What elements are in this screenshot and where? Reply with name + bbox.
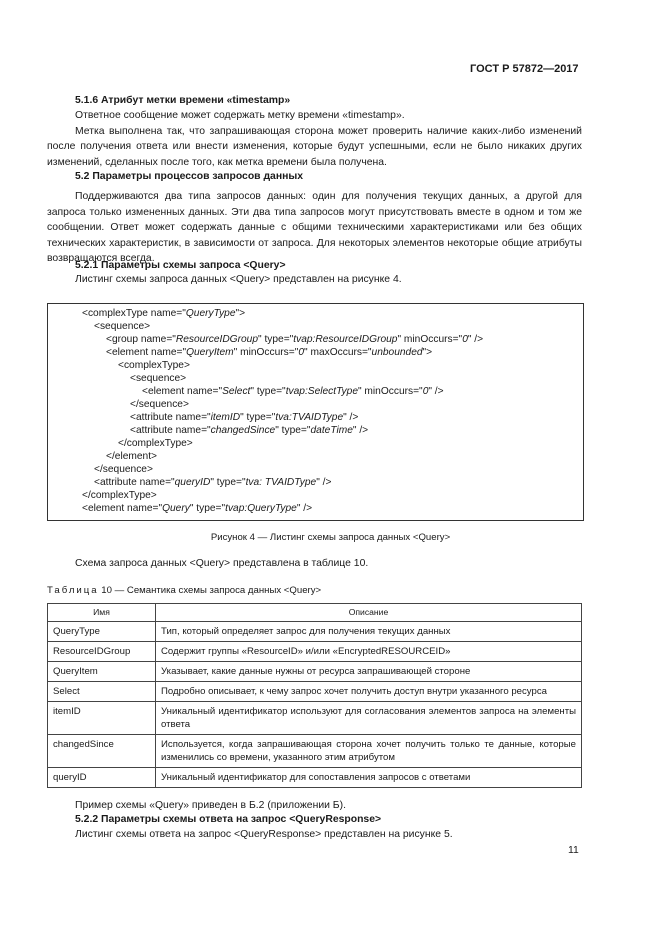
column-header-description: Описание bbox=[156, 604, 582, 622]
table-intro-text: Схема запроса данных <Query> представлена в таблице 10. bbox=[75, 558, 369, 569]
table-row bbox=[48, 768, 582, 788]
code-line: </element> bbox=[106, 451, 157, 462]
code-line: <attribute name="queryID" type="tva: TVAIDType" /> bbox=[94, 477, 332, 488]
code-line: <sequence> bbox=[94, 321, 151, 332]
section-5-2-2-text: Листинг схемы ответа на запрос <QueryResponse> представлен на рисунке 5. bbox=[75, 829, 453, 840]
cell-name: itemID bbox=[48, 702, 156, 735]
cell-description: Уникальный идентификатор используют для согласования элементов запроса на элементы ответа bbox=[156, 702, 582, 735]
section-5-2-1-heading: 5.2.1 Параметры схемы запроса <Query> bbox=[75, 260, 286, 271]
table-row bbox=[48, 682, 582, 702]
section-5-1-6-text bbox=[47, 108, 582, 170]
code-line: </sequence> bbox=[130, 399, 189, 410]
cell-description: Используется, когда запрашивающая сторона хочет получить только те данные, которые изменились со времени, указанного этим атрибутом bbox=[156, 735, 582, 768]
figure-caption: Рисунок 4 — Листинг схемы запроса данных <Query> bbox=[210, 532, 451, 543]
code-line: <sequence> bbox=[130, 373, 187, 384]
code-line: <attribute name="changedSince" type="dateTime" /> bbox=[130, 425, 369, 436]
cell-name: QueryType bbox=[48, 622, 156, 642]
table-header-row bbox=[48, 604, 582, 622]
page-header-standard: ГОСТ Р 57872—2017 bbox=[470, 63, 579, 75]
code-line: </complexType> bbox=[82, 490, 157, 501]
code-line: <element name="Query" type="tvap:QueryType" /> bbox=[82, 503, 313, 514]
column-header-name: Имя bbox=[48, 604, 156, 622]
code-line: <element name="QueryItem" minOccurs="0" maxOccurs="unbounded"> bbox=[106, 347, 433, 358]
section-5-2-1-text: Листинг схемы запроса данных <Query> представлен на рисунке 4. bbox=[75, 274, 402, 285]
table-row bbox=[48, 735, 582, 768]
code-listing-box bbox=[47, 303, 584, 521]
section-5-1-6-heading: 5.1.6 Атрибут метки времени «timestamp» bbox=[75, 95, 291, 106]
code-line: <element name="Select" type="tvap:SelectType" minOccurs="0" /> bbox=[142, 386, 444, 397]
semantics-table bbox=[47, 603, 582, 788]
code-line: <complexType name="QueryType"> bbox=[82, 308, 246, 319]
code-line: <complexType> bbox=[118, 360, 190, 371]
paragraph: Поддерживаются два типа запросов данных: один для получения текущих данных, а другой для запроса только измененных данных. Эти два типа запросов могут присутствовать вместе в одном и том же сообщении. Ответ может содержать данные с общими техническими характеристиками или без общих технических характеристик, в зависимости от запроса. Для некоторых элементов некоторые общие атрибуты возвращаются всегда. bbox=[47, 191, 582, 265]
section-5-2-heading: 5.2 Параметры процессов запросов данных bbox=[75, 171, 304, 182]
table-row bbox=[48, 702, 582, 735]
paragraph: Метка выполнена так, что запрашивающая сторона может проверить наличие каких-либо изменений после получения ответа или внести изменения, которые будут успешными, если не было никаких других изменений, сделанных после того, как метка времени была получена. bbox=[47, 125, 582, 168]
paragraph: Ответное сообщение может содержать метку времени «timestamp». bbox=[75, 110, 405, 121]
cell-name: ResourceIDGroup bbox=[48, 642, 156, 662]
code-line: <attribute name="itemID" type="tva:TVAIDType" /> bbox=[130, 412, 359, 423]
cell-name: queryID bbox=[48, 768, 156, 788]
example-reference-text: Пример схемы «Query» приведен в Б.2 (приложении Б). bbox=[75, 800, 346, 811]
cell-name: QueryItem bbox=[48, 662, 156, 682]
page-number: 11 bbox=[568, 845, 579, 856]
table-title: Таблица 10 — Семантика схемы запроса данных <Query> bbox=[47, 585, 322, 596]
cell-description: Содержит группы «ResourceID» и/или «EncryptedRESOURCEID» bbox=[156, 642, 582, 662]
cell-name: Select bbox=[48, 682, 156, 702]
cell-description: Указывает, какие данные нужны от ресурса запрашивающей стороне bbox=[156, 662, 582, 682]
cell-name: changedSince bbox=[48, 735, 156, 768]
section-5-2-text bbox=[47, 189, 582, 267]
code-line: <group name="ResourceIDGroup" type="tvap:ResourceIDGroup" minOccurs="0" /> bbox=[106, 334, 484, 345]
section-5-2-2-heading: 5.2.2 Параметры схемы ответа на запрос <QueryResponse> bbox=[75, 814, 382, 825]
table-row bbox=[48, 662, 582, 682]
code-line: </complexType> bbox=[118, 438, 193, 449]
table-row bbox=[48, 622, 582, 642]
cell-description: Уникальный идентификатор для сопоставления запросов с ответами bbox=[156, 768, 582, 788]
code-line: </sequence> bbox=[94, 464, 153, 475]
cell-description: Тип, который определяет запрос для получения текущих данных bbox=[156, 622, 582, 642]
cell-description: Подробно описывает, к чему запрос хочет получить доступ внутри указанного ресурса bbox=[156, 682, 582, 702]
table-row bbox=[48, 642, 582, 662]
